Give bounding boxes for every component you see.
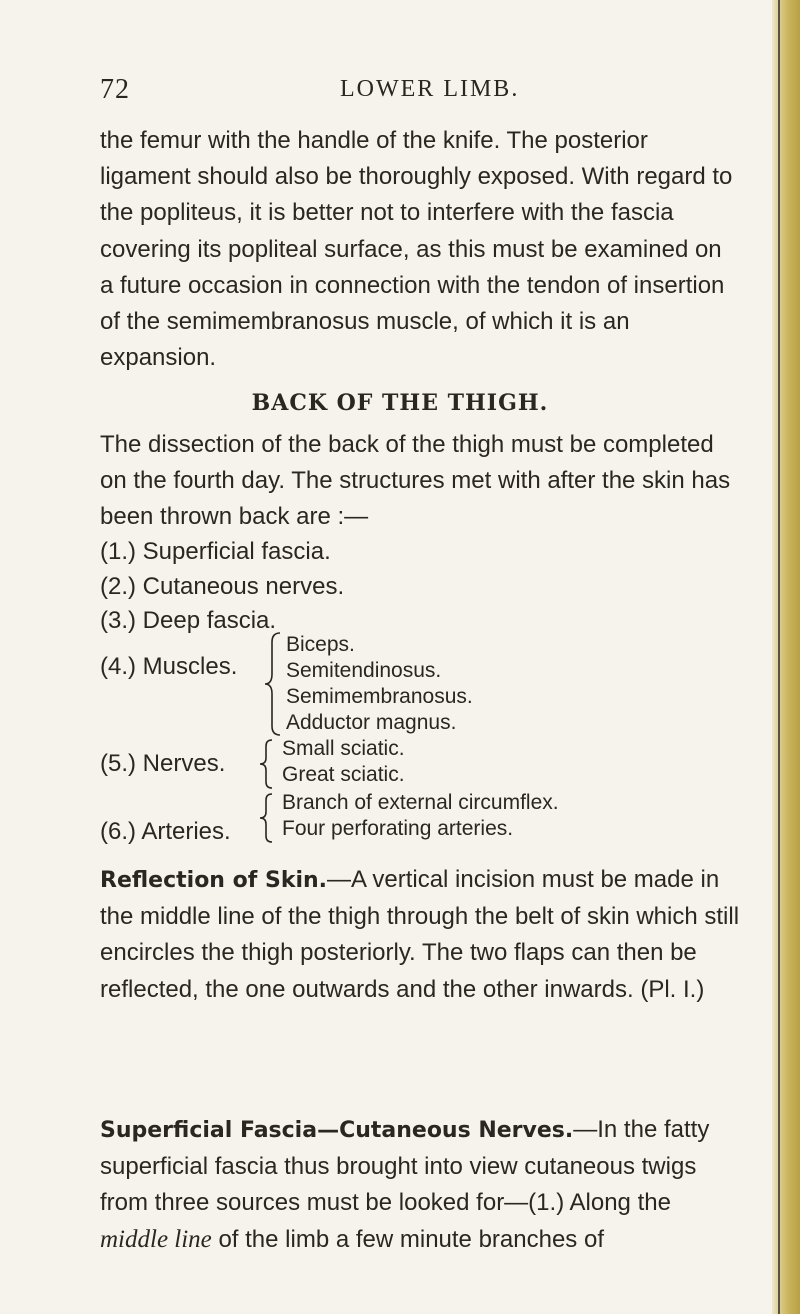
superficial-run-in: Superficial Fascia—Cutaneous Nerves. <box>100 1118 574 1143</box>
reflection-text: —A vertical incision must be made in the middle line of the thigh through the belt of skin which still encircles the thigh posteriorly. The two flaps can then be reflected, the one outwards and the other inwards. (Pl. I.) <box>100 866 740 1003</box>
paragraph-1: the femur with the handle of the knife. The posterior ligament should also be thoroughly exposed. With regard to the popliteus, it is better not to interfere with the fascia covering its popliteal surface, as this must be examined on a future occasion in connection with the tendon of insertion of the semimembranosus muscle, of which it is an expansion. <box>100 127 733 372</box>
nerve-item: Small sciatic. <box>282 737 405 760</box>
superficial-italic: middle line <box>100 1225 212 1253</box>
nerves-brace <box>256 738 276 790</box>
running-head: LOWER LIMB. <box>340 76 520 102</box>
structure-item-2: (2.) Cutaneous nerves. <box>100 573 345 600</box>
artery-item: Four perforating arteries. <box>282 817 514 840</box>
reflection-run-in: Reflection of Skin. <box>100 868 328 893</box>
reflection-paragraph <box>100 862 740 1008</box>
arteries-brace <box>256 792 276 844</box>
page-number: 72 <box>100 74 130 105</box>
paragraph-2: The dissection of the back of the thigh must be completed on the fourth day. The structures met with after the skin has been thrown back are :— <box>100 431 731 531</box>
page-edge <box>772 0 800 1314</box>
structure-item-1: (1.) Superficial fascia. <box>100 538 331 565</box>
nerve-item: Great sciatic. <box>282 763 405 786</box>
muscle-item: Adductor magnus. <box>286 711 457 734</box>
section-heading: BACK OF THE THIGH. <box>251 390 549 416</box>
artery-item: Branch of external circumflex. <box>282 791 559 814</box>
superficial-text-after: of the limb a few minute branches of <box>211 1225 604 1253</box>
muscle-item: Semimembranosus. <box>286 685 473 708</box>
page-header <box>100 74 730 114</box>
muscles-brace <box>262 630 284 738</box>
arteries-label: (6.) Arteries. <box>100 818 231 845</box>
muscles-label: (4.) Muscles. <box>100 653 238 680</box>
superficial-paragraph <box>100 1112 740 1258</box>
nerves-label: (5.) Nerves. <box>100 750 226 777</box>
structure-item-3: (3.) Deep fascia. <box>100 607 277 634</box>
muscle-item: Biceps. <box>286 633 355 656</box>
muscle-item: Semitendinosus. <box>286 659 442 682</box>
superficial-text-before: —In the fatty superficial fascia thus brought into view cutaneous twigs from three sources must be looked for—(1.) Along the <box>100 1116 710 1217</box>
